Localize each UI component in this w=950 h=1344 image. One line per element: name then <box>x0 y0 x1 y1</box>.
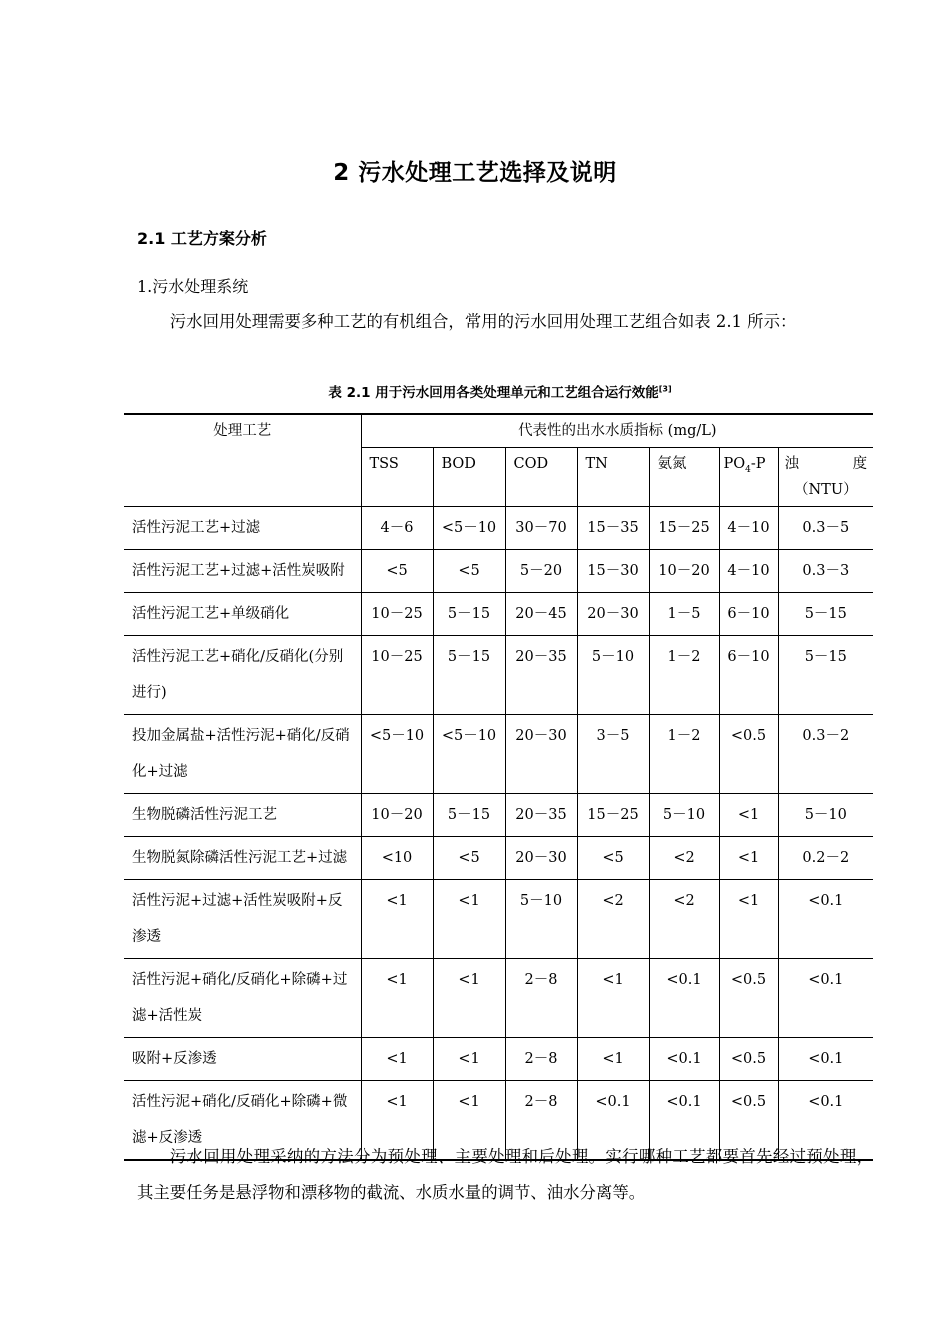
value-cell: 15－25 <box>577 794 649 837</box>
table-row <box>124 959 873 1038</box>
table-row <box>124 1038 873 1081</box>
value-cell: 10－25 <box>361 636 433 715</box>
header-cod: COD <box>505 448 577 507</box>
value-cell: <0.1 <box>778 1081 873 1161</box>
value-cell: 5－15 <box>778 636 873 715</box>
table-row <box>124 837 873 880</box>
value-cell: <0.5 <box>719 1081 778 1161</box>
value-cell: <0.1 <box>778 959 873 1038</box>
value-cell: 15－30 <box>577 550 649 593</box>
value-cell: <5 <box>577 837 649 880</box>
value-cell: 0.3－2 <box>778 715 873 794</box>
value-cell: 3－5 <box>577 715 649 794</box>
value-cell: <1 <box>361 1081 433 1161</box>
value-cell: 5－10 <box>778 794 873 837</box>
value-cell: 5－10 <box>649 794 719 837</box>
table-row <box>124 715 873 794</box>
closing-paragraph: 污水回用处理采纳的方法分为预处理、主要处理和后处理。实行哪种工艺都要首先经过预处理，其主要任务是悬浮物和漂移物的截流、水质水量的调节、油水分离等。 <box>137 1147 873 1202</box>
value-cell: 20－30 <box>577 593 649 636</box>
process-cell: 活性污泥+硝化/反硝化+除磷+过滤+活性炭 <box>124 959 361 1038</box>
table-row <box>124 880 873 959</box>
value-cell: <0.1 <box>778 1038 873 1081</box>
value-cell: 15－25 <box>649 507 719 550</box>
value-cell: <1 <box>577 959 649 1038</box>
value-cell: <1 <box>433 1038 505 1081</box>
value-cell: 20－35 <box>505 636 577 715</box>
subsection-title: 1.污水处理系统 <box>137 277 249 296</box>
header-tss: TSS <box>361 448 433 507</box>
value-cell: 5－15 <box>433 794 505 837</box>
table-row <box>124 550 873 593</box>
value-cell: 4－10 <box>719 507 778 550</box>
value-cell: <5－10 <box>433 507 505 550</box>
process-cell: 活性污泥工艺+单级硝化 <box>124 593 361 636</box>
value-cell: 0.3－5 <box>778 507 873 550</box>
water-quality-table <box>124 413 873 1161</box>
table-row <box>124 794 873 837</box>
table-row <box>124 636 873 715</box>
value-cell: <0.5 <box>719 1038 778 1081</box>
value-cell: 4－6 <box>361 507 433 550</box>
value-cell: 10－20 <box>649 550 719 593</box>
value-cell: <1 <box>577 1038 649 1081</box>
header-indicator-group: 代表性的出水水质指标 (mg/L) <box>361 414 873 448</box>
value-cell: 5－15 <box>433 636 505 715</box>
value-cell: 10－25 <box>361 593 433 636</box>
value-cell: <1 <box>361 959 433 1038</box>
process-cell: 投加金属盐+活性污泥+硝化/反硝化+过滤 <box>124 715 361 794</box>
process-cell: 活性污泥工艺+过滤+活性炭吸附 <box>124 550 361 593</box>
header-turbidity-left: 浊 <box>784 456 799 472</box>
value-cell: 5－20 <box>505 550 577 593</box>
value-cell: 30－70 <box>505 507 577 550</box>
value-cell: <0.5 <box>719 959 778 1038</box>
value-cell: <0.1 <box>778 880 873 959</box>
table-row <box>124 593 873 636</box>
value-cell: <2 <box>577 880 649 959</box>
value-cell: <0.1 <box>577 1081 649 1161</box>
value-cell: <0.1 <box>649 1081 719 1161</box>
value-cell: 20－45 <box>505 593 577 636</box>
value-cell: <5－10 <box>361 715 433 794</box>
value-cell: 1－2 <box>649 636 719 715</box>
section-title: 2.1 工艺方案分析 <box>137 229 267 248</box>
value-cell: 0.3－3 <box>778 550 873 593</box>
header-turbidity <box>778 448 873 507</box>
value-cell: <1 <box>719 794 778 837</box>
header-bod: BOD <box>433 448 505 507</box>
value-cell: 0.2－2 <box>778 837 873 880</box>
value-cell: 6－10 <box>719 636 778 715</box>
header-po4p: $PO_4-P$ <box>719 448 778 507</box>
value-cell: 15－35 <box>577 507 649 550</box>
process-cell: 活性污泥+过滤+活性炭吸附+反渗透 <box>124 880 361 959</box>
process-cell: 生物脱磷活性污泥工艺 <box>124 794 361 837</box>
process-cell: 活性污泥工艺+过滤 <box>124 507 361 550</box>
header-ammonia: 氨氮 <box>649 448 719 507</box>
value-cell: <1 <box>719 837 778 880</box>
value-cell: <5－10 <box>433 715 505 794</box>
value-cell: <2 <box>649 880 719 959</box>
value-cell: 5－10 <box>505 880 577 959</box>
table-row <box>124 507 873 550</box>
value-cell: 1－2 <box>649 715 719 794</box>
value-cell: <5 <box>433 550 505 593</box>
header-turbidity-unit: （NTU） <box>794 482 858 498</box>
value-cell: <0.1 <box>649 959 719 1038</box>
value-cell: <1 <box>361 1038 433 1081</box>
value-cell: <1 <box>433 880 505 959</box>
chapter-title: 2 污水处理工艺选择及说明 <box>333 160 617 186</box>
value-cell: 2－8 <box>505 1081 577 1161</box>
value-cell: <5 <box>361 550 433 593</box>
process-cell: 活性污泥+硝化/反硝化+除磷+微滤+反渗透 <box>124 1081 361 1161</box>
value-cell: <0.1 <box>649 1038 719 1081</box>
table-header-row-1 <box>124 414 873 448</box>
value-cell: 1－5 <box>649 593 719 636</box>
table-caption-ref: [3] <box>658 384 672 394</box>
value-cell: <1 <box>361 880 433 959</box>
value-cell: <1 <box>433 1081 505 1161</box>
table-caption <box>0 381 950 401</box>
process-cell: 吸附+反渗透 <box>124 1038 361 1081</box>
value-cell: <10 <box>361 837 433 880</box>
value-cell: <2 <box>649 837 719 880</box>
value-cell: 6－10 <box>719 593 778 636</box>
value-cell: <5 <box>433 837 505 880</box>
header-tn: TN <box>577 448 649 507</box>
value-cell: 20－30 <box>505 837 577 880</box>
table-caption-text: 表 2.1 用于污水回用各类处理单元和工艺组合运行效能 <box>328 385 659 401</box>
process-cell: 活性污泥工艺+硝化/反硝化(分别进行) <box>124 636 361 715</box>
value-cell: 10－20 <box>361 794 433 837</box>
value-cell: 20－30 <box>505 715 577 794</box>
header-process: 处理工艺 <box>124 414 361 507</box>
intro-paragraph: 污水回用处理需要多种工艺的有机组合，常用的污水回用处理工艺组合如表 2.1 所示： <box>169 312 797 331</box>
value-cell: <1 <box>719 880 778 959</box>
value-cell: 20－35 <box>505 794 577 837</box>
value-cell: 2－8 <box>505 1038 577 1081</box>
value-cell: 4－10 <box>719 550 778 593</box>
header-turbidity-right: 度 <box>852 456 868 472</box>
value-cell: <0.5 <box>719 715 778 794</box>
value-cell: 2－8 <box>505 959 577 1038</box>
process-cell: 生物脱氮除磷活性污泥工艺+过滤 <box>124 837 361 880</box>
value-cell: 5－15 <box>778 593 873 636</box>
value-cell: 5－15 <box>433 593 505 636</box>
value-cell: <1 <box>433 959 505 1038</box>
value-cell: 5－10 <box>577 636 649 715</box>
